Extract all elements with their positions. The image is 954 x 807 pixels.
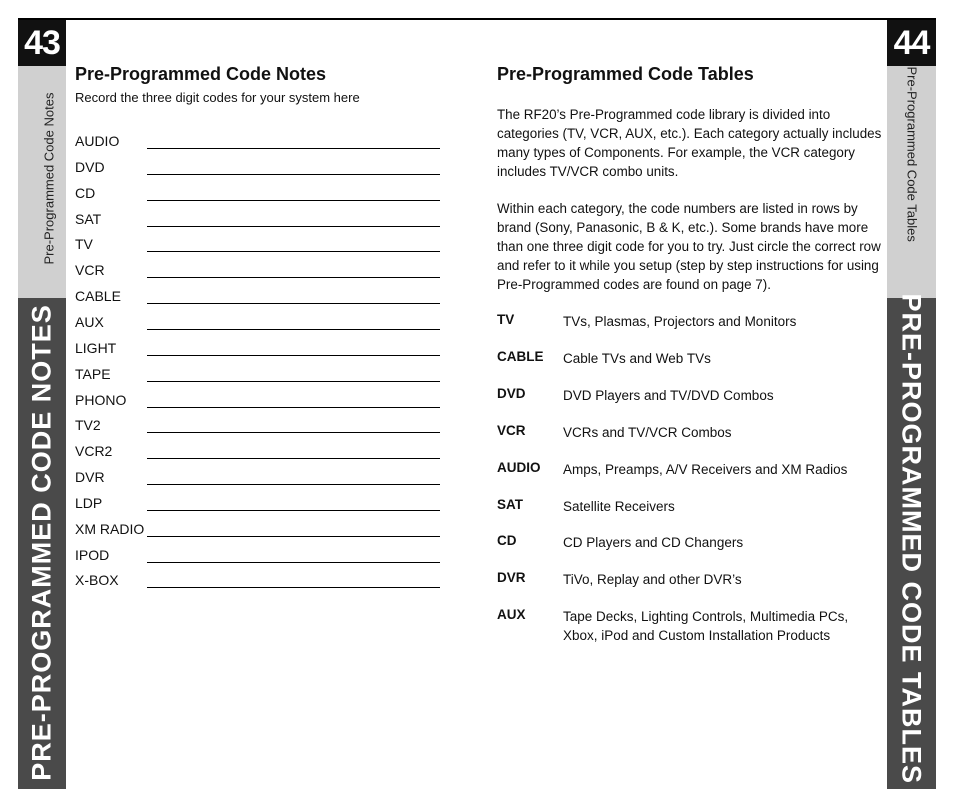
- code-write-line[interactable]: [147, 226, 440, 227]
- code-write-line[interactable]: [147, 381, 440, 382]
- code-write-line[interactable]: [147, 562, 440, 563]
- code-note-label: DVD: [75, 158, 105, 175]
- code-note-row: [75, 521, 440, 547]
- intro-paragraph-2: Within each category, the code numbers are listed in rows by brand (Sony, Panasonic, B & K, etc.). Some brands have more than one three digit code for you to try. Just circle the correct row and refer to it while you setup (step by step instructions for using Pre-Programmed codes are found on page 7).: [497, 201, 881, 292]
- code-note-label: PHONO: [75, 391, 127, 408]
- code-note-row: [75, 572, 440, 598]
- code-note-label: AUDIO: [75, 133, 120, 149]
- code-note-row: [75, 185, 440, 211]
- code-note-row: [75, 262, 440, 288]
- code-note-row: [75, 547, 440, 573]
- category-code: AUX: [497, 607, 526, 623]
- intro-paragraph-1: The RF20’s Pre-Programmed code library is divided into categories (TV, VCR, AUX, etc.). Each category actually includes many types of Components. For example, the VCR category includes TV/VCR combo units.: [497, 107, 882, 179]
- code-write-line[interactable]: [147, 329, 440, 330]
- code-note-label: SAT: [75, 210, 102, 227]
- category-code: CABLE: [497, 348, 544, 364]
- code-note-label: CABLE: [75, 288, 121, 305]
- code-write-line[interactable]: [147, 355, 440, 356]
- category-code: DVR: [497, 570, 526, 586]
- category-description: TiVo, Replay and other DVR’s: [563, 572, 742, 588]
- code-note-label: X-BOX: [75, 572, 119, 589]
- code-note-label: TAPE: [75, 365, 111, 382]
- code-note-row: [75, 314, 440, 340]
- category-description: TVs, Plasmas, Projectors and Monitors: [563, 314, 797, 329]
- left-page-subheading: Record the three digit codes for your system here: [75, 90, 360, 105]
- code-note-row: [75, 211, 440, 237]
- code-write-line[interactable]: [147, 407, 440, 408]
- code-note-row: [75, 469, 440, 495]
- code-write-line[interactable]: [147, 458, 440, 459]
- left-side-tab-big-label: PRE-PROGRAMMED CODE NOTES: [26, 304, 57, 781]
- code-write-line[interactable]: [147, 432, 440, 433]
- code-note-label: VCR2: [75, 443, 113, 460]
- category-description: Cable TVs and Web TVs: [563, 350, 711, 366]
- category-code: SAT: [497, 496, 523, 512]
- category-code: DVD: [497, 385, 526, 401]
- right-side-tab-small-label: Pre-Programmed Code Tables: [904, 66, 920, 242]
- code-note-row: [75, 340, 440, 366]
- category-description: Satellite Receivers: [563, 498, 675, 514]
- left-side-tab-big: [18, 298, 66, 789]
- right-side-tab-big: [887, 293, 936, 789]
- code-note-row: [75, 366, 440, 392]
- code-write-line[interactable]: [147, 484, 440, 485]
- right-side-tab-small: [887, 66, 936, 298]
- code-note-label: TV2: [75, 417, 101, 434]
- code-write-line[interactable]: [147, 148, 440, 149]
- right-side-tab-big-label: PRE-PROGRAMMED CODE TABLES: [896, 293, 927, 785]
- code-write-line[interactable]: [147, 251, 440, 252]
- category-code: AUDIO: [497, 459, 541, 475]
- code-note-label: XM RADIO: [75, 520, 145, 537]
- code-note-label: AUX: [75, 313, 104, 330]
- code-write-line[interactable]: [147, 303, 440, 304]
- category-description: CD Players and CD Changers: [563, 535, 744, 551]
- left-page-heading: Pre-Programmed Code Notes: [75, 64, 327, 84]
- code-write-line[interactable]: [147, 200, 440, 201]
- code-write-line[interactable]: [147, 510, 440, 511]
- code-note-row: [75, 495, 440, 521]
- category-description: VCRs and TV/VCR Combos: [563, 424, 732, 440]
- code-write-line[interactable]: [147, 536, 440, 537]
- code-note-label: CD: [75, 184, 96, 201]
- category-code: VCR: [497, 422, 526, 438]
- category-code: CD: [497, 533, 517, 549]
- category-description: DVD Players and TV/DVD Combos: [563, 387, 774, 403]
- code-write-line[interactable]: [147, 277, 440, 278]
- category-description: Tape Decks, Lighting Controls, Multimedia PCs, Xbox, iPod and Custom Installation Products: [563, 609, 849, 644]
- left-page-number: 43: [18, 20, 66, 66]
- left-side-tab-small: [18, 66, 66, 298]
- code-note-label: LDP: [75, 494, 103, 511]
- category-description: Amps, Preamps, A/V Receivers and XM Radios: [563, 461, 848, 477]
- code-write-line[interactable]: [147, 174, 440, 175]
- code-note-row: [75, 159, 440, 185]
- code-note-label: IPOD: [75, 546, 110, 563]
- right-page-number: 44: [887, 20, 936, 66]
- code-note-row: [75, 443, 440, 469]
- code-note-label: VCR: [75, 262, 105, 279]
- code-note-label: LIGHT: [75, 339, 117, 356]
- code-note-row: [75, 288, 440, 314]
- code-note-label: TV: [75, 236, 93, 253]
- code-note-row: [75, 392, 440, 418]
- right-page-heading: Pre-Programmed Code Tables: [497, 64, 754, 84]
- code-note-row: [75, 236, 440, 262]
- left-side-tab-small-label: Pre-Programmed Code Notes: [41, 92, 57, 265]
- category-code: TV: [497, 312, 515, 327]
- code-write-line[interactable]: [147, 587, 440, 588]
- code-note-row: [75, 417, 440, 443]
- code-note-label: DVR: [75, 469, 105, 486]
- page-top-border: [18, 18, 936, 20]
- code-note-row: [75, 133, 440, 159]
